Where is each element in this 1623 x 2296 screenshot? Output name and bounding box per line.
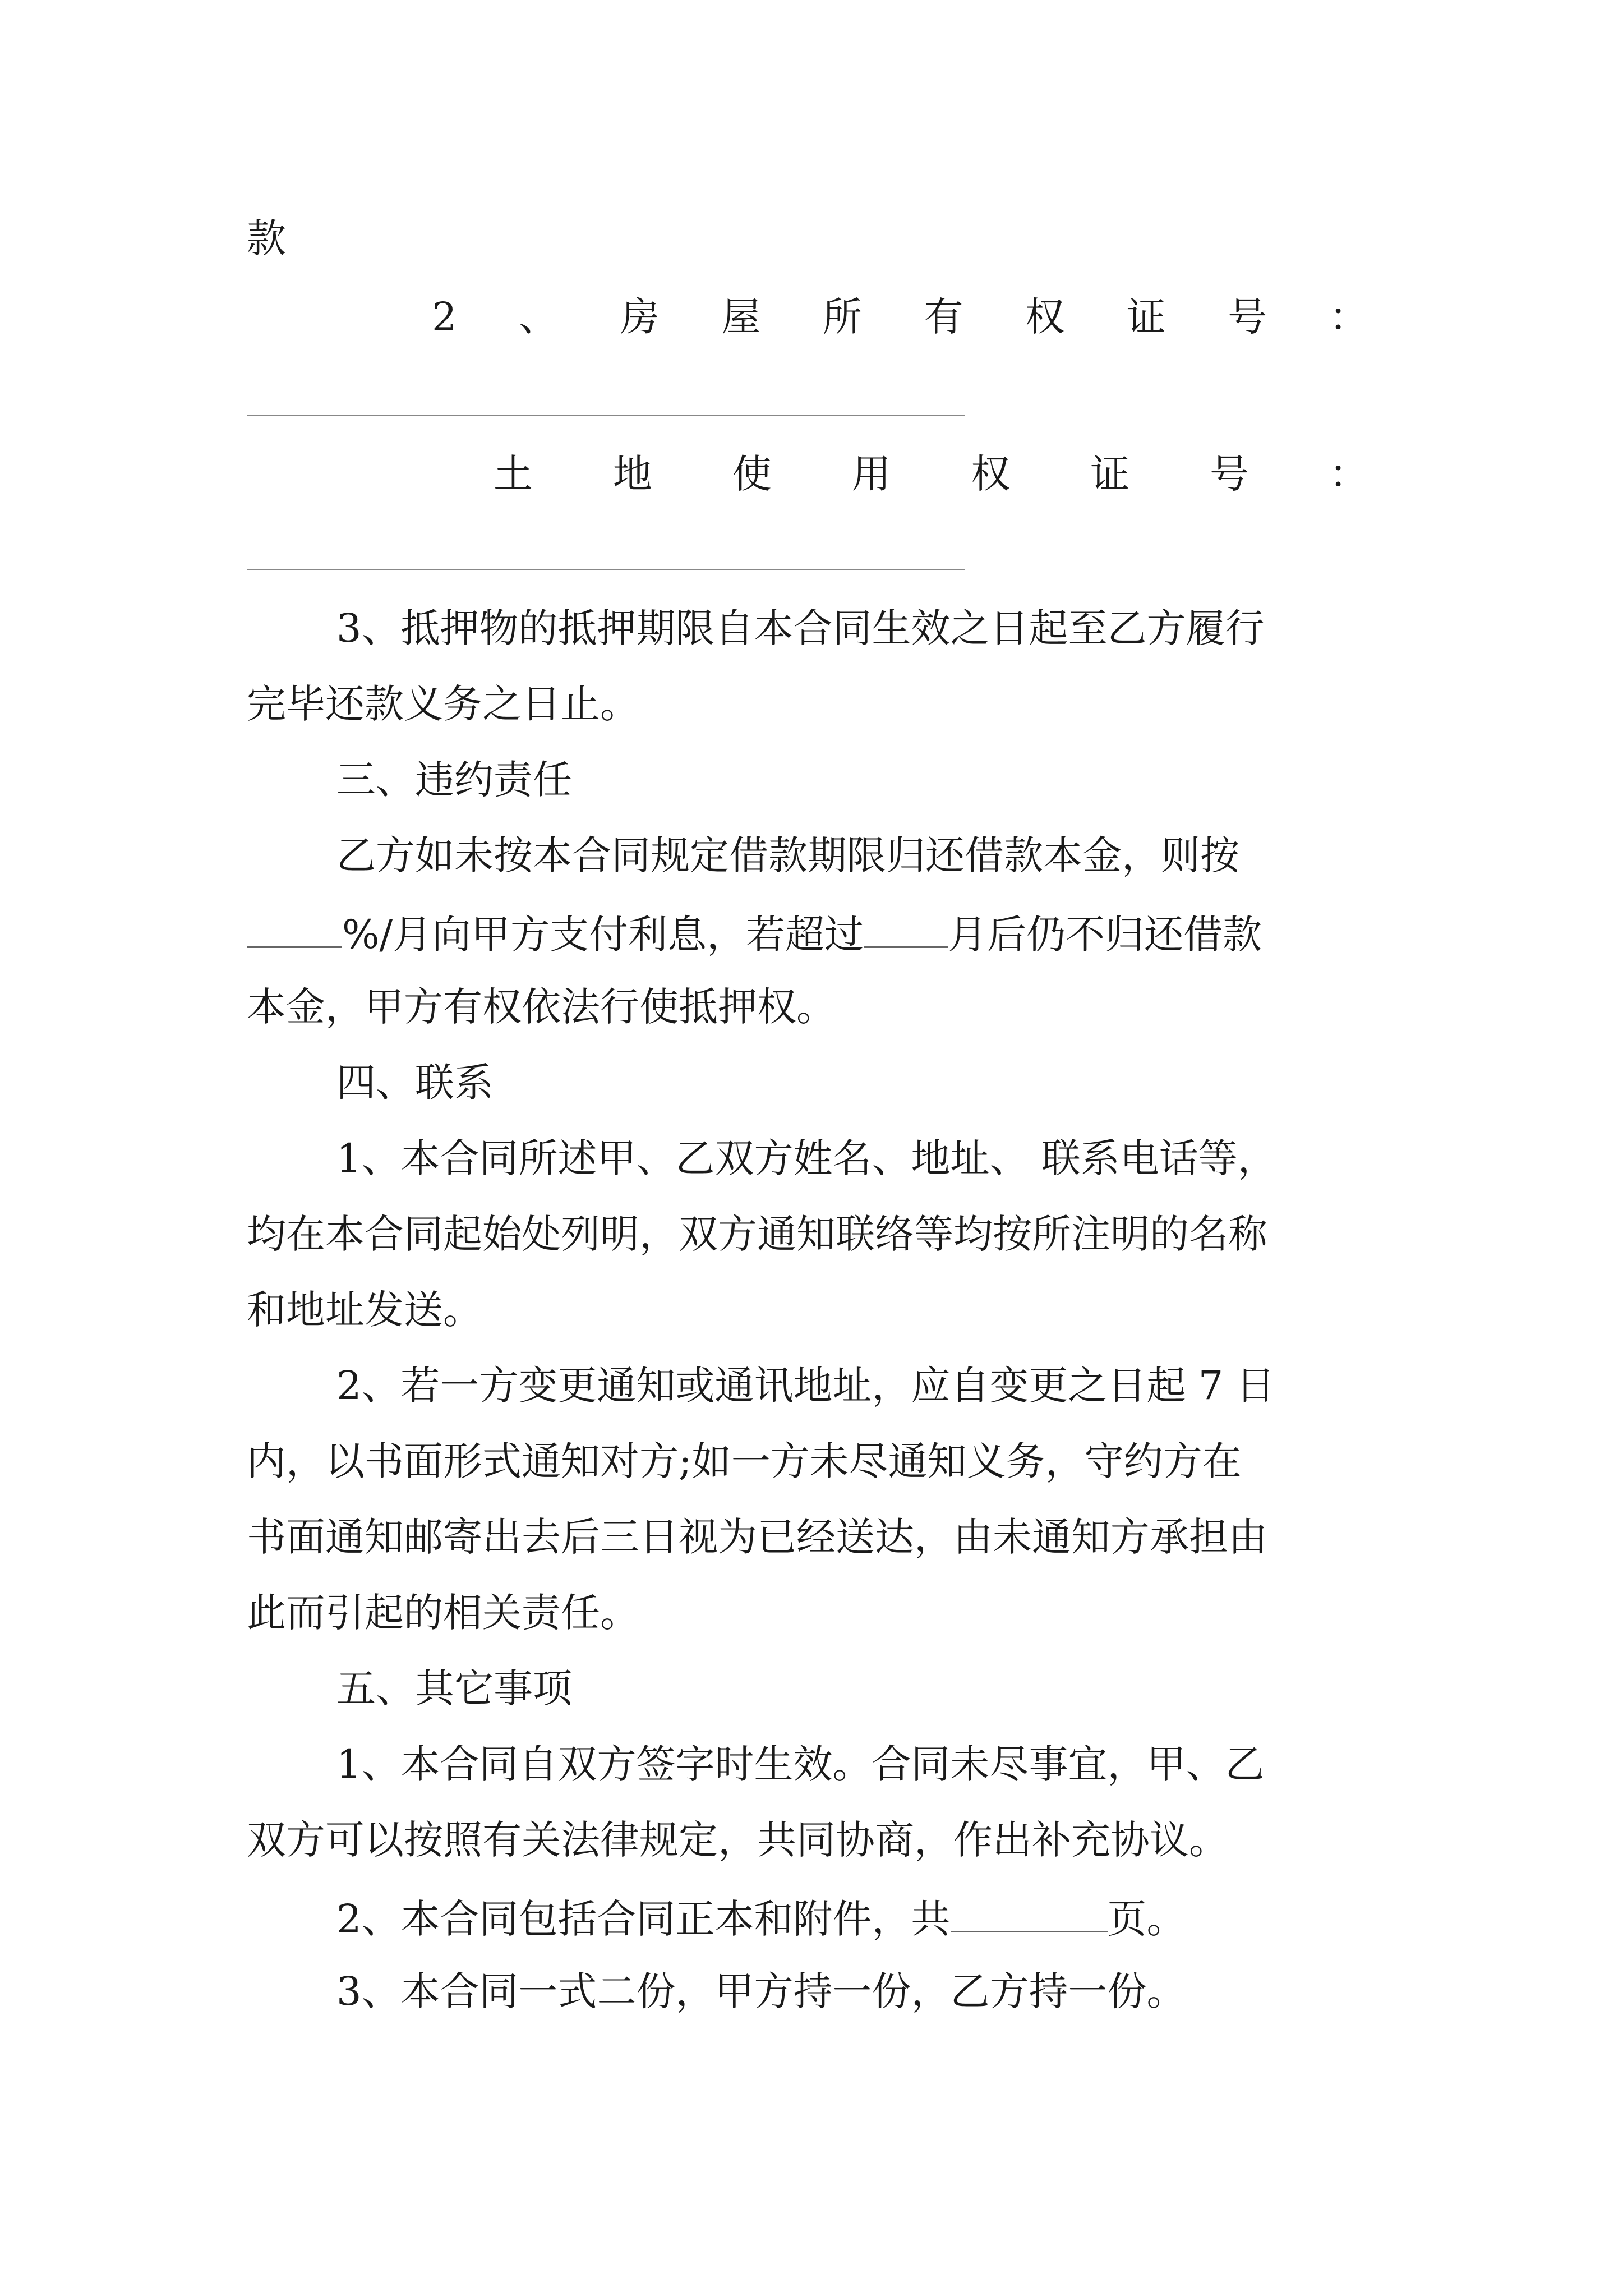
paragraph-line: 1、本合同自双方签字时生效。合同未尽事宜，甲、乙 [336,1741,1265,1787]
paragraph-line: 此而引起的相关责任。 [247,1590,639,1636]
paragraph-line: 1、本合同所述甲、乙双方姓名、地址、 联系电话等， [336,1135,1277,1181]
continuation-text: 款 [247,215,286,261]
paragraph-line: 3、本合同一式二份，甲方持一份，乙方持一份。 [336,1968,1186,2014]
section-heading: 四、联系 [336,1060,494,1106]
paragraph-line: 2、本合同包括合同正本和附件，共 页。 [336,1896,1186,1942]
house-cert-fill-line [247,415,965,416]
land-cert-fill-line [247,569,965,570]
paragraph-line: 书面通知邮寄出去后三日视为已经送达，由未通知方承担由 [247,1514,1267,1560]
section-heading: 三、违约责任 [336,757,572,803]
paragraph-line: 内，以书面形式通知对方;如一方未尽通知义务，守约方在 [247,1438,1242,1484]
section-heading: 五、其它事项 [336,1665,572,1711]
paragraph-line: %/月向甲方支付利息，若超过 月后仍不归还借款 [247,912,1262,954]
paragraph-line: 乙方如未按本合同规定借款期限归还借款本金，则按 [336,832,1239,878]
paragraph-line: 双方可以按照有关法律规定，共同协商，作出补充协议。 [247,1817,1228,1863]
land-use-cert-label: 土 地 使 用 权 证 号 ： [494,451,1368,497]
paragraph-line: 本金，甲方有权依法行使抵押权。 [247,984,836,1030]
paragraph-line: 2、若一方变更通知或通讯地址，应自变更之日起 7 日 [336,1363,1275,1409]
months-blank [864,912,948,948]
page-count-blank [951,1896,1108,1932]
house-ownership-cert-label: 2 、 房 屋 所 有 权 证 号 ： [432,294,1368,340]
paragraph-line: 完毕还款义务之日止。 [247,681,639,727]
paragraph-line: 均在本合同起始处列明，双方通知联络等均按所注明的名称 [247,1211,1267,1257]
interest-rate-blank [247,912,342,948]
paragraph-line: 3、抵押物的抵押期限自本合同生效之日起至乙方履行 [336,605,1265,651]
paragraph-line: 和地址发送。 [247,1287,482,1333]
